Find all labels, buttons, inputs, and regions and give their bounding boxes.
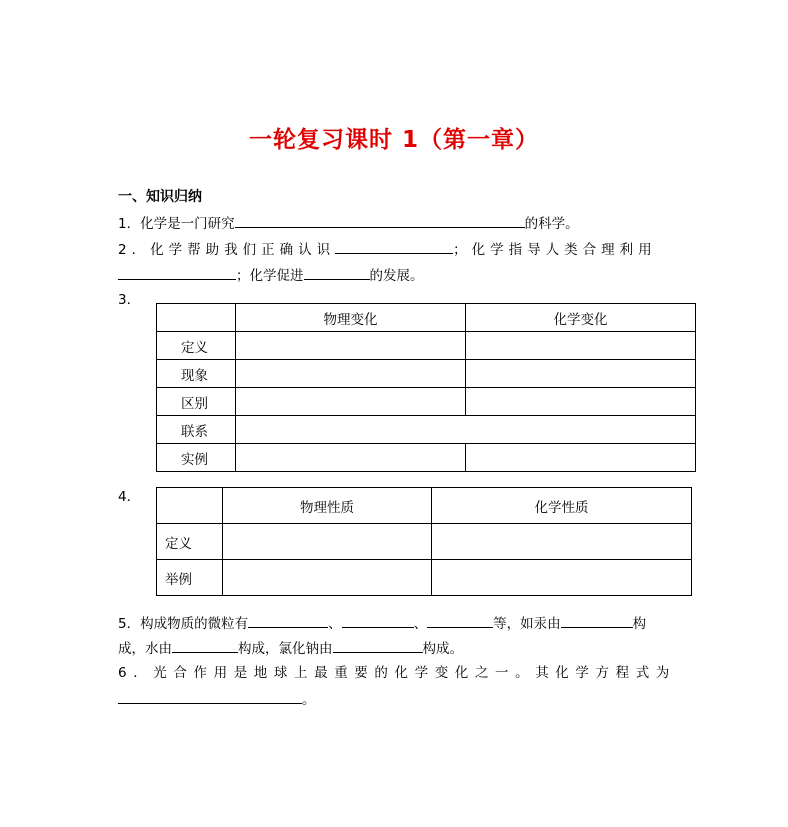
- question-6-line2: [118, 689, 316, 709]
- question-5-line1: [118, 613, 646, 633]
- q5-blank-3[interactable]: [427, 613, 493, 628]
- answer-cell[interactable]: [466, 332, 696, 360]
- q5-blank-4[interactable]: [561, 613, 633, 628]
- row-label: 举例: [157, 560, 223, 596]
- q1-prefix: 1．化学是一门研究: [118, 216, 235, 232]
- row-label: 联系: [157, 416, 236, 444]
- row-label: 实例: [157, 444, 236, 472]
- answer-cell[interactable]: [466, 388, 696, 416]
- section-heading: 一、知识归纳: [118, 189, 202, 205]
- table-row: [157, 416, 696, 444]
- question-5-line2: [118, 638, 463, 658]
- q5-mid: 等，如汞由: [493, 616, 561, 632]
- header-physical-change: 物理变化: [236, 304, 466, 332]
- q6-suffix: 。: [302, 692, 316, 708]
- row-label: 定义: [157, 332, 236, 360]
- table-row: [157, 360, 696, 388]
- q1-suffix: 的科学。: [524, 216, 579, 232]
- table-row: [157, 332, 696, 360]
- answer-cell[interactable]: [432, 524, 692, 560]
- q2-mid2: ；化学促进: [236, 268, 304, 284]
- answer-cell[interactable]: [466, 444, 696, 472]
- answer-cell[interactable]: [223, 560, 432, 596]
- question-1: [118, 213, 579, 233]
- q5-sep1: 、: [328, 616, 342, 632]
- q2-blank-2[interactable]: [118, 265, 236, 280]
- table-row: [157, 444, 696, 472]
- q5-blank-5[interactable]: [172, 638, 238, 653]
- header-chemical-change: 化学变化: [466, 304, 696, 332]
- table-corner-cell: [157, 488, 223, 524]
- q3-number: 3．: [118, 292, 141, 308]
- question-6: 6．光合作用是地球上最重要的化学变化之一。其化学方程式为: [118, 665, 676, 681]
- q2-suffix: 的发展。: [369, 268, 424, 284]
- q5-line2a: 成，水由: [118, 641, 172, 657]
- q1-blank[interactable]: [235, 213, 525, 228]
- q2-mid: ；化学指导人类合理利用: [453, 242, 657, 258]
- q5-line2b: 构成，氯化钠由: [238, 641, 333, 657]
- table-row: [157, 560, 692, 596]
- q5-blank-6[interactable]: [333, 638, 423, 653]
- answer-cell[interactable]: [223, 524, 432, 560]
- answer-cell[interactable]: [236, 388, 466, 416]
- q2-blank-1[interactable]: [335, 239, 453, 254]
- q5-sep2: 、: [413, 616, 428, 632]
- header-physical-property: 物理性质: [223, 488, 432, 524]
- q5-blank-2[interactable]: [342, 613, 414, 628]
- table-corner-cell: [157, 304, 236, 332]
- q4-number: 4．: [118, 489, 141, 505]
- q5-line2c: 构成。: [422, 641, 463, 657]
- physical-chemical-change-table: [156, 303, 696, 472]
- physical-chemical-property-table: [156, 487, 692, 596]
- table-row: [157, 388, 696, 416]
- answer-cell[interactable]: [236, 444, 466, 472]
- answer-cell[interactable]: [432, 560, 692, 596]
- answer-cell-merged[interactable]: [236, 416, 696, 444]
- row-label: 现象: [157, 360, 236, 388]
- question-2-line1: [118, 239, 657, 259]
- q5-blank-1[interactable]: [248, 613, 328, 628]
- q5-prefix: 5．构成物质的微粒有: [118, 616, 249, 632]
- answer-cell[interactable]: [236, 360, 466, 388]
- q2-blank-3[interactable]: [304, 265, 370, 280]
- q5-tail: 构: [632, 616, 647, 632]
- row-label: 定义: [157, 524, 223, 560]
- table-header-row: [157, 488, 692, 524]
- answer-cell[interactable]: [236, 332, 466, 360]
- document-title: 一轮复习课时 1（第一章）: [248, 127, 539, 153]
- table-header-row: [157, 304, 696, 332]
- answer-cell[interactable]: [466, 360, 696, 388]
- q6-blank[interactable]: [118, 689, 302, 704]
- header-chemical-property: 化学性质: [432, 488, 692, 524]
- row-label: 区别: [157, 388, 236, 416]
- question-2-line2: [118, 265, 424, 285]
- table-row: [157, 524, 692, 560]
- q2-prefix: 2．化学帮助我们正确认识: [118, 242, 336, 258]
